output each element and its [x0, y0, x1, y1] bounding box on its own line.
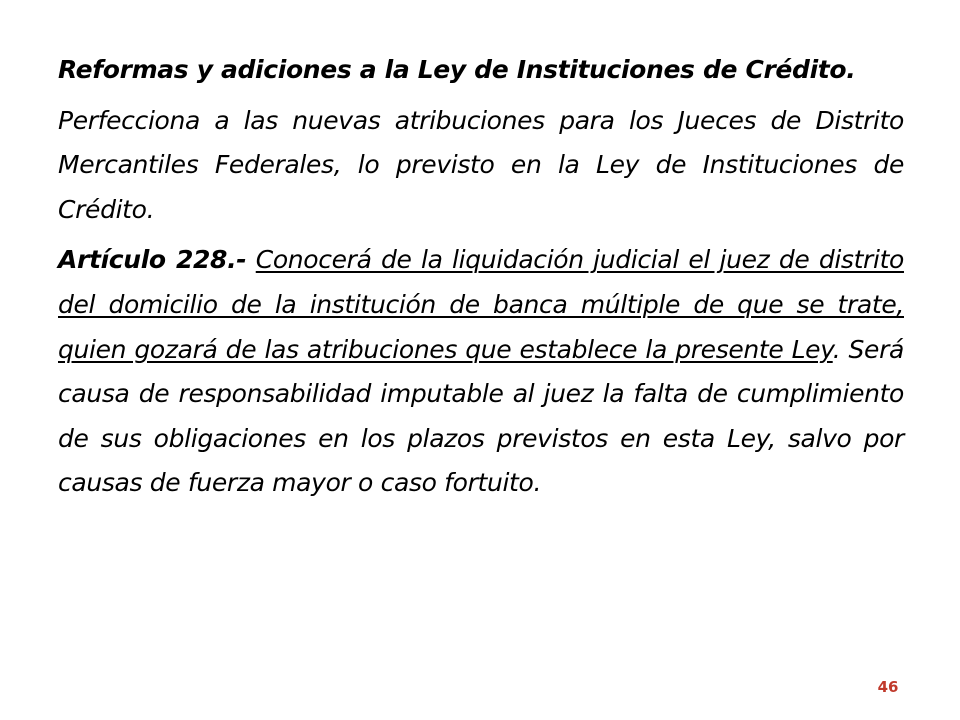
article-number: Artículo 228.-	[58, 245, 247, 275]
intro-paragraph: Perfecciona a las nuevas atribuciones para los Jueces de Distrito Mercantiles Federales, lo previsto en la Ley de Instituciones de Crédito.	[58, 105, 904, 224]
article-paragraph	[58, 238, 904, 506]
page-number: 46	[877, 678, 899, 696]
slide-body	[58, 48, 904, 506]
article-rest-text: . Será causa de responsabilidad imputable al juez la falta de cumplimiento de sus obligaciones en los plazos previstos en esta Ley, salvo por causas de fuerza mayor o caso fortuito.	[58, 334, 904, 498]
slide-heading: Reformas y adiciones a la Ley de Instituciones de Crédito.	[58, 55, 856, 84]
article-underlined-text: Conocerá de la liquidación judicial el juez de distrito del domicilio de la institución de banca múltiple de que se trate, quien gozará de las atribuciones que establece la presente Ley	[58, 245, 904, 364]
